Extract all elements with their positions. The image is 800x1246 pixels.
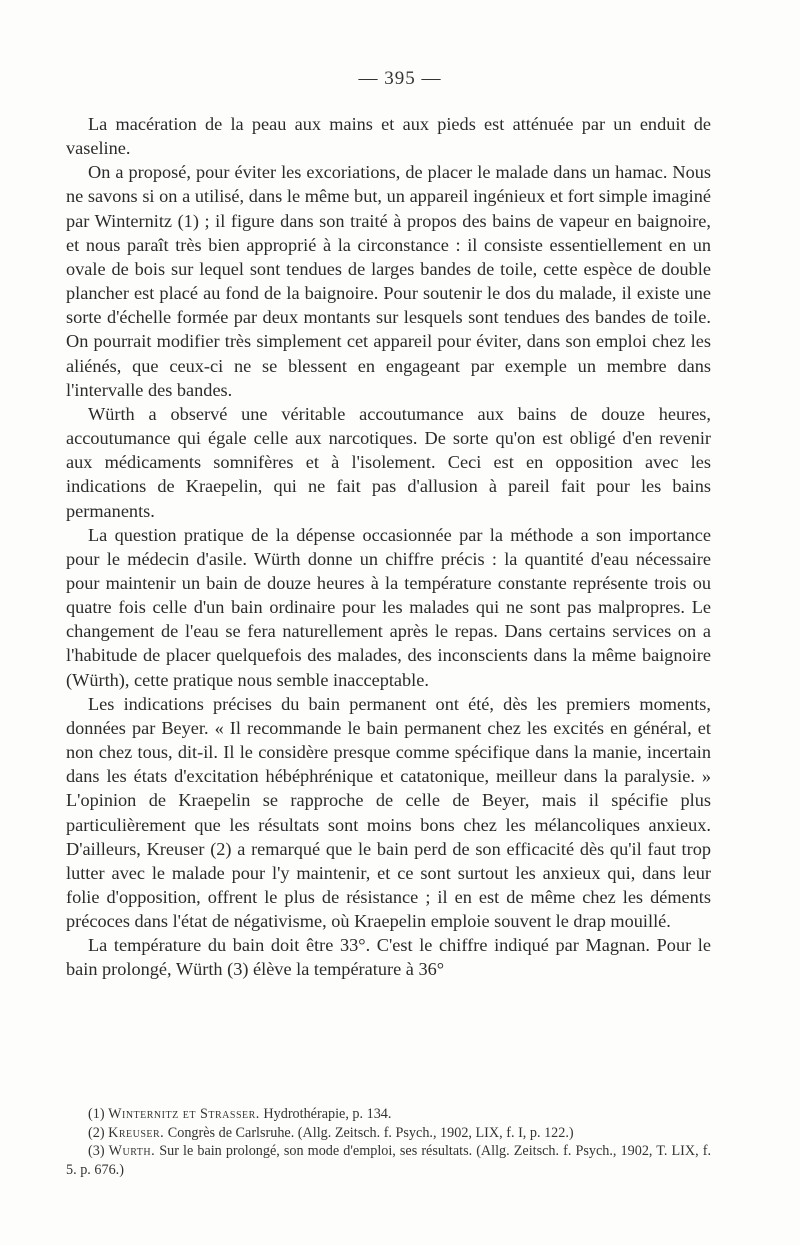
paragraph: La température du bain doit être 33°. C'est le chiffre indiqué par Magnan. Pour le bain prolongé, Würth (3) élève la température à 36° bbox=[66, 935, 711, 980]
paragraph: Würth a observé une véritable accoutumance aux bains de douze heures, accoutumance qui égale celle aux narcotiques. De sorte qu'on est obligé d'en revenir aux médicaments somnifères et à l'isolement. Ceci est en opposition avec les indications de Kraepelin, qui ne fait pas d'allusion à pareil fait pour les bains permanents. bbox=[66, 403, 711, 521]
paragraph: La question pratique de la dépense occasionnée par la méthode a son importance pour le médecin d'asile. Würth donne un chiffre précis : la quantité d'eau nécessaire pour maintenir un bain de douze heures à la température constante représente trois ou quatre fois celle d'un bain ordinaire pour les malades qui ne sont pas malpropres. Le changement de l'eau se fera naturellement après le repas. Dans certains services on a l'habitude de placer quelquefois des malades, des inconscients dans la même baignoire (Würth), cette pratique nous semble inacceptable. bbox=[66, 524, 711, 690]
paragraph: La macération de la peau aux mains et aux pieds est atténuée par un enduit de vaseline. bbox=[66, 114, 711, 159]
footnote-text: Sur le bain prolongé, son mode d'emploi, ses résultats. (Allg. Zeitsch. f. Psych., 1902, T. LIX, f. 5. p. 676.) bbox=[66, 1143, 712, 1178]
page-number: — 395 — bbox=[358, 68, 442, 89]
paragraph: On a proposé, pour éviter les excoriations, de placer le malade dans un hamac. Nous ne savons si on a utilisé, dans le même but, un appareil ingénieux et fort simple imaginé par Winternitz (1) ; il figure dans son traité à propos des bains de vapeur en baignoire, et nous paraît très bien approprié à la circonstance : il consiste essentiellement en un ovale de bois sur lequel sont tendues de larges bandes de toile, cette espèce de double plancher est placé au fond de la baignoire. Pour soutenir le dos du malade, il existe une sorte d'échelle formée par deux montants sur lesquels sont tendues des bandes de toile. On pourrait modifier très simplement cet appareil pour éviter, dans son emploi chez les aliénés, que ceux-ci ne se blessent en engageant par exemple un membre dans l'intervalle des bandes. bbox=[66, 162, 711, 400]
footnote bbox=[66, 1142, 711, 1179]
footnote bbox=[66, 1124, 711, 1143]
footnotes bbox=[66, 1105, 711, 1179]
footnote-text: Hydrothérapie, p. 134. bbox=[263, 1106, 392, 1122]
paragraph: Les indications précises du bain permanent ont été, dès les premiers moments, données par Beyer. « Il recommande le bain permanent chez les excités en général, et non chez tous, dit-il. Il le considère presque comme spécifique dans la manie, incertain dans les états d'excitation hébéphrénique et catatonique, meilleur dans la paralysie. » L'opinion de Kraepelin se rapproche de celle de Beyer, mais il spécifie plus particulièrement que les résultats sont moins bons chez les mélancoliques anxieux. D'ailleurs, Kreuser (2) a remarqué que le bain perd de son efficacité dès qu'il faut trop lutter avec le malade pour l'y maintenir, et ce sont surtout les anxieux qui, dans leur folie d'opposition, offrent le plus de résistance ; il en est de même chez les déments précoces dans l'état de négativisme, où Kraepelin emploie souvent le drap mouillé. bbox=[66, 693, 711, 932]
footnote-mark: (2) bbox=[88, 1124, 105, 1141]
footnote-author: Wurth. bbox=[108, 1143, 156, 1159]
body-text bbox=[66, 112, 711, 982]
footnote-author: Winternitz et Strasser. bbox=[108, 1106, 260, 1122]
footnote bbox=[66, 1105, 711, 1124]
footnote-text: Congrès de Carlsruhe. (Allg. Zeitsch. f. Psych., 1902, LIX, f. I, p. 122.) bbox=[167, 1124, 574, 1141]
footnote-author: Kreuser. bbox=[108, 1124, 165, 1141]
footnote-mark: (1) bbox=[88, 1106, 105, 1122]
footnote-mark: (3) bbox=[88, 1143, 105, 1159]
